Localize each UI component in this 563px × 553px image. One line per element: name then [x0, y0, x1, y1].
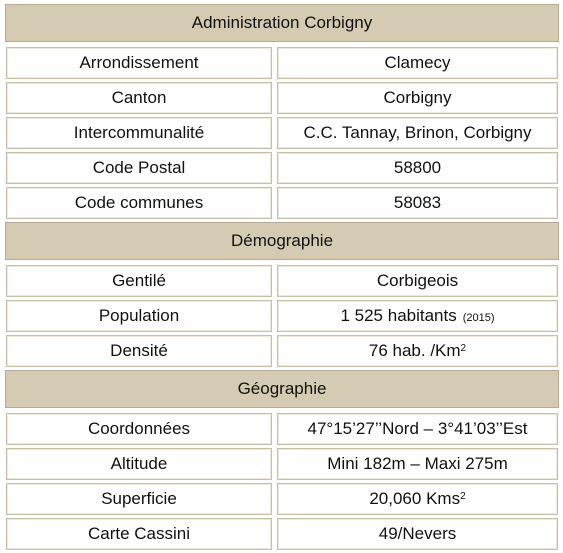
section-title: Démographie — [230, 231, 334, 250]
label-gentile: Gentilé — [6, 265, 272, 297]
value-canton: Corbigny — [277, 82, 558, 114]
value-arrondissement: Clamecy — [277, 47, 558, 79]
value-coordonnees: 47°15’27’’Nord – 3°41’03’’Est — [277, 413, 558, 445]
label-canton: Canton — [6, 82, 272, 114]
label-intercommunalite: Intercommunalité — [6, 117, 272, 149]
value-code-communes: 58083 — [277, 187, 558, 219]
value-intercommunalite: C.C. Tannay, Brinon, Corbigny — [277, 117, 558, 149]
population-year-note: (2015) — [462, 312, 495, 324]
label-code-postal: Code Postal — [6, 152, 272, 184]
value-code-postal: 58800 — [277, 152, 558, 184]
value-carte-cassini: 49/Nevers — [277, 518, 558, 550]
value-gentile: Corbigeois — [277, 265, 558, 297]
label-arrondissement: Arrondissement — [6, 47, 272, 79]
section-header-demographie — [5, 222, 559, 260]
label-superficie: Superficie — [6, 483, 272, 515]
superscript-squared: 2 — [460, 342, 467, 354]
section-title: Administration Corbigny — [191, 13, 373, 32]
superscript-squared: 2 — [460, 490, 466, 502]
label-code-communes: Code communes — [6, 187, 272, 219]
section-title: Géographie — [237, 379, 327, 398]
label-altitude: Altitude — [6, 448, 272, 480]
value-densite: 76 hab. /Km $^2$ — [277, 335, 558, 367]
label-population: Population — [6, 300, 272, 332]
value-superficie: 20,060 Kms $^2$ — [277, 483, 558, 515]
label-coordonnees: Coordonnées — [6, 413, 272, 445]
label-carte-cassini: Carte Cassini — [6, 518, 272, 550]
section-header-geographie — [5, 370, 559, 408]
label-densite: Densité — [6, 335, 272, 367]
value-population: 1 525 habitants (2015) — [277, 300, 558, 332]
value-altitude: Mini 182m – Maxi 275m — [277, 448, 558, 480]
section-header-administration — [5, 4, 559, 42]
